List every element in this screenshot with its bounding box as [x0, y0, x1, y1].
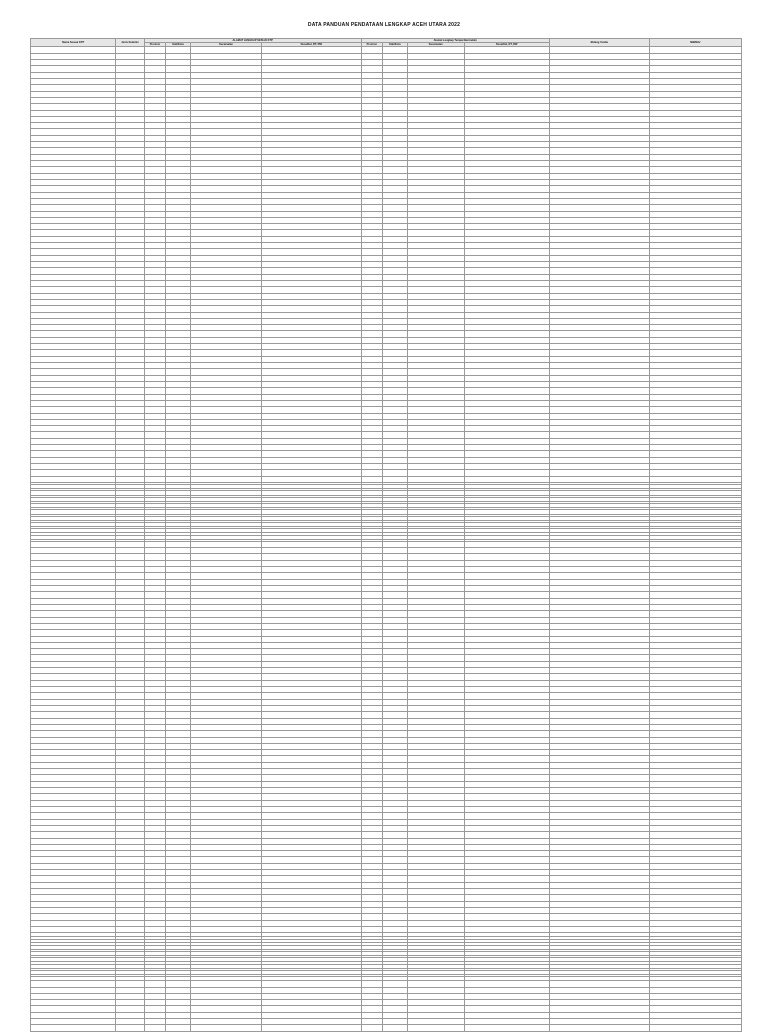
- col-jenis-kelamin-header: Jenis Kelamin: [116, 39, 144, 47]
- col-kab-header: Kab/Kota: [166, 43, 191, 47]
- col-bidang-usaha-header: Bidang Usaha: [549, 39, 649, 47]
- group-alamat-tinggal-header: Alamat Lengkap Tempat Bermukim: [361, 39, 549, 43]
- table-cell: [31, 1025, 116, 1031]
- data-table-1: [30, 38, 742, 540]
- table-row: [31, 1025, 742, 1031]
- col-nib-header: NIB/Nib/: [649, 39, 742, 47]
- table-cell: [116, 1025, 144, 1031]
- document-title: DATA PANDUAN PENDATAAN LENGKAP ACEH UTARA 2022: [307, 22, 461, 28]
- col-desa-header: Desa/Kel, RT, RW: [262, 43, 362, 47]
- group-alamat-ktp-header: ALAMAT LENGKAP SESUAI KTP: [144, 39, 361, 43]
- col-desa-2-header: Desa/Kel, RT, RW: [464, 43, 549, 47]
- col-kecamatan-2-header: Kecamatan: [407, 43, 464, 47]
- table-cell: [361, 1025, 382, 1031]
- table-cell: [464, 1025, 549, 1031]
- col-kecamatan-header: Kecamatan: [190, 43, 261, 47]
- table-cell: [144, 1025, 165, 1031]
- table-cell: [166, 1025, 191, 1031]
- data-table-2: [30, 484, 742, 977]
- table-cell: [190, 1025, 261, 1031]
- col-kab-2-header: Kab/Kota: [382, 43, 407, 47]
- table-cell: [549, 1025, 649, 1031]
- data-table-3: [30, 936, 742, 1032]
- table-cell: [649, 1025, 742, 1031]
- col-provinsi-2-header: Provinsi: [361, 43, 382, 47]
- table-cell: [382, 1025, 407, 1031]
- col-provinsi-header: Provinsi: [144, 43, 165, 47]
- table-cell: [407, 1025, 464, 1031]
- col-nama-header: Nama Sesuai KTP: [31, 39, 116, 47]
- table-cell: [262, 1025, 362, 1031]
